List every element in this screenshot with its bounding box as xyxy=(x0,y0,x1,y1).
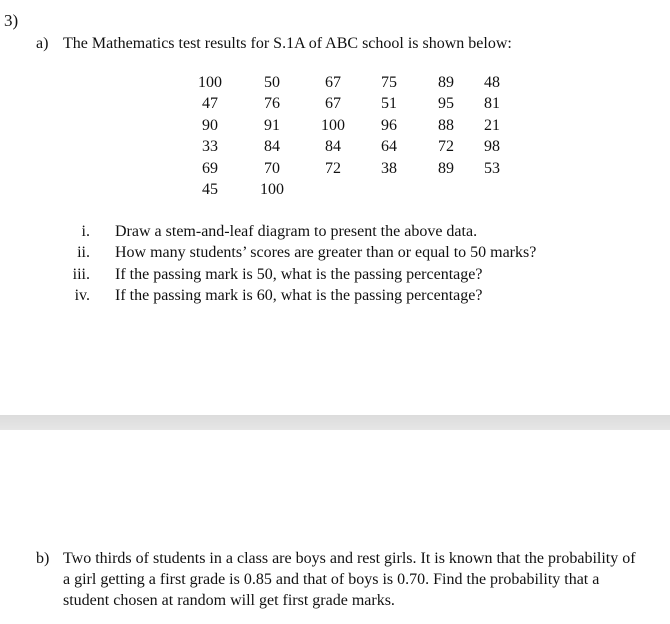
score-cell: 91 xyxy=(264,117,280,134)
score-cell: 33 xyxy=(202,138,218,155)
subquestion-text: If the passing mark is 60, what is the passing percentage? xyxy=(115,287,483,304)
part-a-label: a) xyxy=(36,35,49,52)
score-cell: 48 xyxy=(484,74,500,91)
score-cell: 70 xyxy=(264,160,280,177)
subquestion-text: Draw a stem-and-leaf diagram to present the above data. xyxy=(115,223,478,240)
score-cell: 53 xyxy=(484,160,500,177)
score-cell: 81 xyxy=(484,95,500,112)
score-cell: 38 xyxy=(381,160,397,177)
score-cell: 76 xyxy=(264,95,280,112)
score-cell: 72 xyxy=(325,160,341,177)
subquestion-text: If the passing mark is 50, what is the passing percentage? xyxy=(115,266,483,283)
score-cell: 51 xyxy=(381,95,397,112)
score-cell: 72 xyxy=(438,138,454,155)
score-cell: 84 xyxy=(264,138,280,155)
score-cell: 67 xyxy=(325,74,341,91)
score-cell: 88 xyxy=(438,117,454,134)
score-cell: 47 xyxy=(202,95,218,112)
score-cell: 75 xyxy=(381,74,397,91)
score-cell: 90 xyxy=(202,117,218,134)
subquestion-label: iv. xyxy=(74,287,90,304)
score-cell: 84 xyxy=(325,138,341,155)
part-a-intro: The Mathematics test results for S.1A of ABC school is shown below: xyxy=(63,35,512,52)
question-number: 3) xyxy=(4,11,19,30)
score-cell: 100 xyxy=(321,117,345,134)
page-divider xyxy=(0,415,670,430)
score-cell: 67 xyxy=(325,95,341,112)
part-b-label: b) xyxy=(36,550,50,567)
score-cell: 96 xyxy=(381,117,397,134)
score-cell: 21 xyxy=(484,117,500,134)
score-cell: 45 xyxy=(202,181,218,198)
subquestion-label: i. xyxy=(81,223,90,240)
subquestion-text: How many students’ scores are greater than or equal to 50 marks? xyxy=(115,244,537,261)
part-b-line: a girl getting a first grade is 0.85 and that of boys is 0.70. Find the probability that a xyxy=(63,571,600,588)
score-cell: 69 xyxy=(202,160,218,177)
score-cell: 100 xyxy=(260,181,284,198)
part-b-line: Two thirds of students in a class are boys and rest girls. It is known that the probability of xyxy=(63,550,636,567)
score-cell: 89 xyxy=(438,160,454,177)
part-b-line: student chosen at random will get first grade marks. xyxy=(63,592,395,609)
score-cell: 95 xyxy=(438,95,454,112)
score-cell: 64 xyxy=(381,138,397,155)
subquestion-label: iii. xyxy=(72,266,90,283)
score-cell: 89 xyxy=(438,74,454,91)
score-cell: 50 xyxy=(264,74,280,91)
score-cell: 100 xyxy=(198,74,222,91)
score-cell: 98 xyxy=(484,138,500,155)
part-b-text xyxy=(63,548,653,611)
subquestion-label: ii. xyxy=(77,244,90,261)
